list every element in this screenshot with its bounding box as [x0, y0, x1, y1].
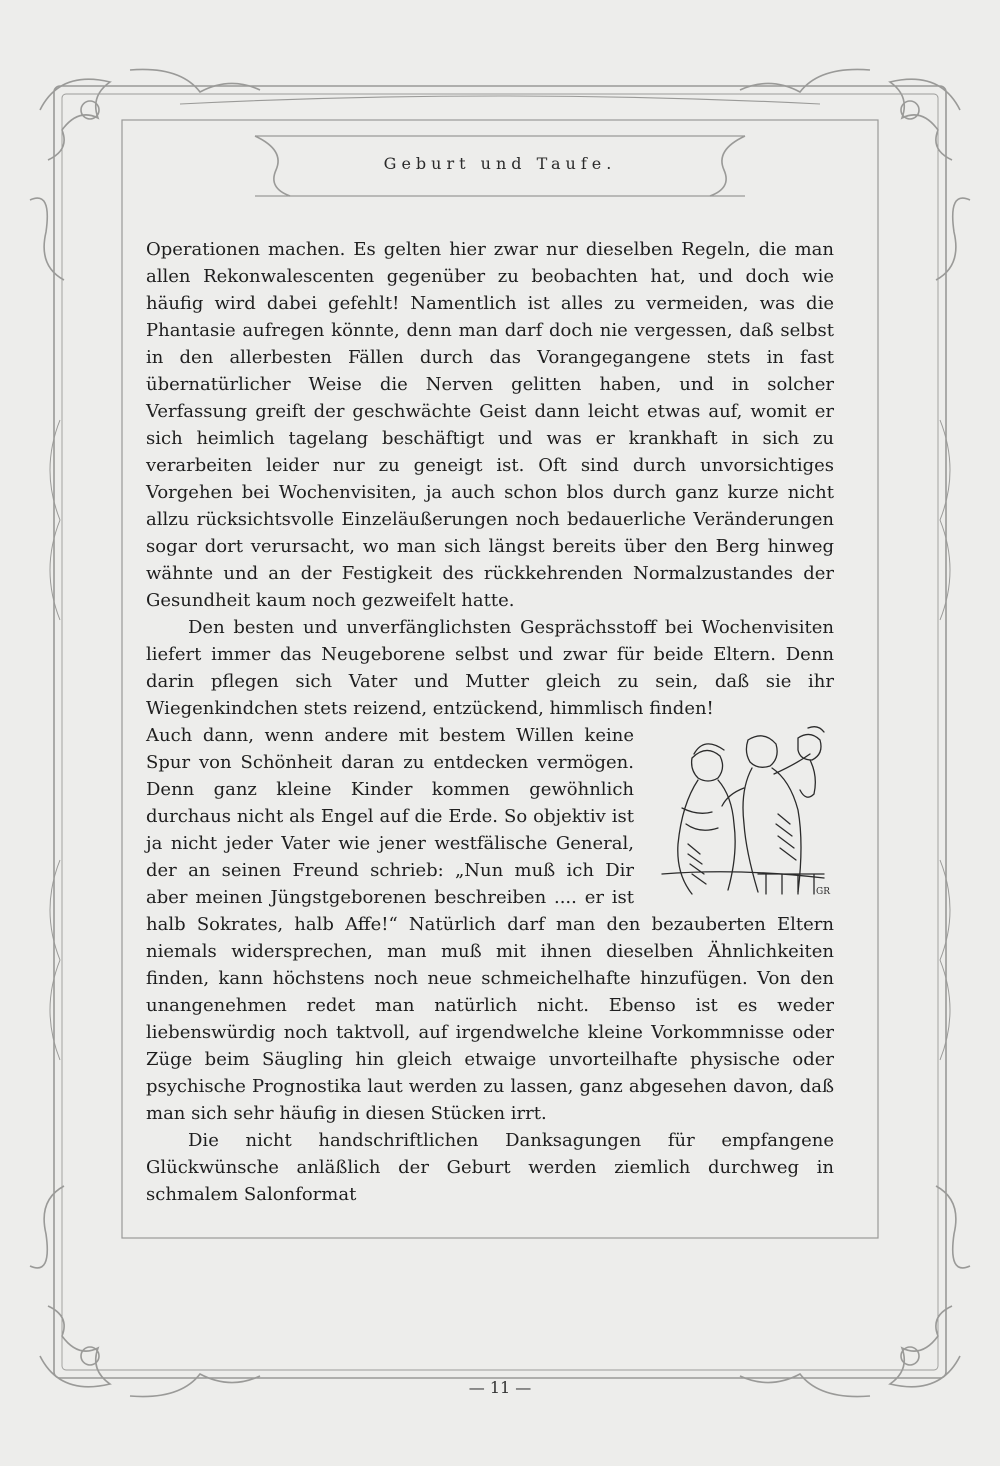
artist-monogram: GR — [816, 887, 830, 897]
paragraph: Die nicht handschriftlichen Danksagungen für empfangene Glückwünsche anläßlich der Geburt werden ziemlich durchweg in schmalem Salonformat — [146, 1130, 834, 1205]
paragraph: Auch dann, wenn andere mit bestem Willen keine Spur von Schönheit daran zu entdecken vermögen. Denn ganz kleine Kinder kommen gewöhnlich durchaus nicht als Engel auf die Erde. So objektiv ist ja nicht jeder Vater wie jener westfälische General, der an seinen Freund schrieb: „Nun muß ich Dir aber meinen Jüngstgeborenen beschreiben .... er ist halb Sokrates, halb Affe!“ Natürlich darf man den bezauberten Eltern niemals widersprechen, man muß mit ihnen dieselben Ähnlichkeiten finden, kann höchstens noch neue schmeichelhafte hinzufügen. Von den unangenehmen redet man natürlich nicht. Ebenso ist es weder liebenswürdig noch taktvoll, auf irgendwelche kleine Vorkommnisse oder Züge beim Säugling hin gleich etwaige unvorteilhafte physische oder psychische Prognostika laut werden zu lassen, ganz abgesehen davon, daß man sich sehr häufig in diesen Stücken irrt. — [146, 725, 834, 1124]
vignette-illustration — [648, 724, 834, 898]
paragraph: Den besten und unverfänglichsten Gesprächsstoff bei Wochenvisiten liefert immer das Neugeborene selbst und zwar für beide Eltern. Denn darin pflegen sich Vater und Mutter gleich zu sein, daß sie ihr Wiegenkindchen stets reizend, entzückend, himmlisch finden! — [146, 617, 834, 719]
paragraph: Operationen machen. Es gelten hier zwar nur dieselben Regeln, die man allen Rekonwalescenten gegenüber zu beobachten hat, und doch wie häufig wird dabei gefehlt! Namentlich ist alles zu vermeiden, was die Phantasie aufregen könnte, denn man darf doch nie vergessen, daß selbst in den allerbesten Fällen durch das Vorangegangene stets in fast übernatürlicher Weise die Nerven gelitten haben, und in solcher Verfassung greift der geschwächte Geist dann leicht etwas auf, womit er sich heimlich tagelang beschäftigt und was er krankhaft in sich zu verarbeiten leider nur zu geneigt ist. Oft sind durch unvorsichtiges Vorgehen bei Wochenvisiten, ja auch schon blos durch ganz kurze nicht allzu rücksichtsvolle Einzeläußerungen noch bedauerliche Veränderungen sogar dort verursacht, wo man sich längst bereits über den Berg hinweg wähnte und an der Festigkeit des rückkehrenden Normalzustandes der Gesundheit kaum noch gezweifelt hatte. — [146, 239, 834, 611]
corner-ornament-bl — [30, 1186, 260, 1397]
corner-ornament-br — [740, 1186, 970, 1397]
body-text — [146, 236, 834, 1208]
page-number: — 11 — — [468, 1378, 532, 1397]
page-title: Geburt und Taufe. — [383, 154, 617, 173]
